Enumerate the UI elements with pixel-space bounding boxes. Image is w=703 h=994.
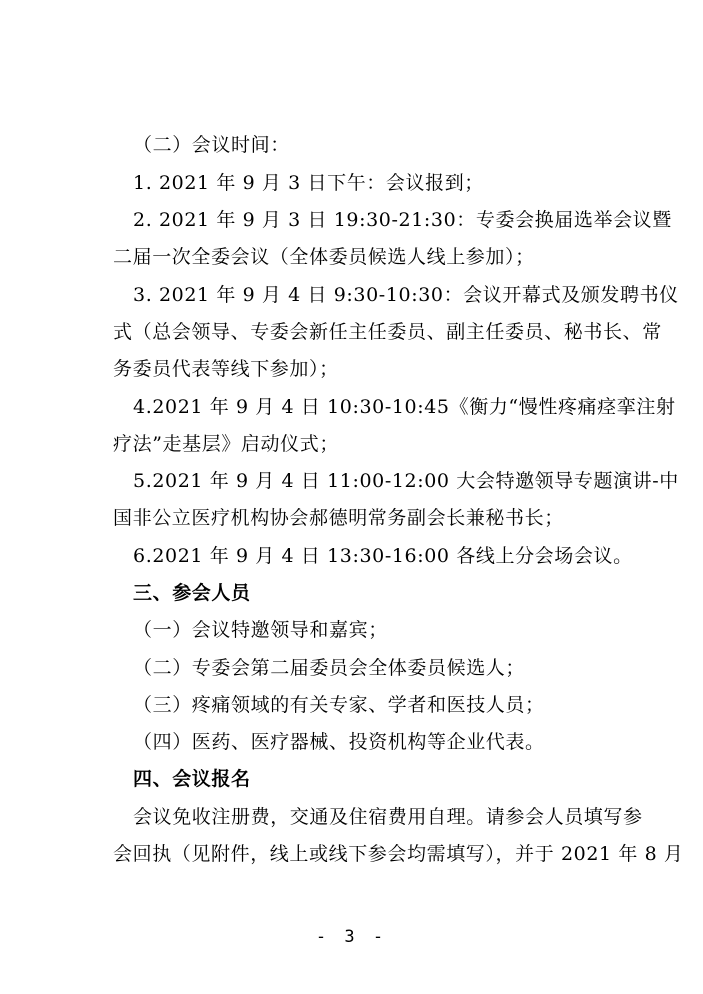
meeting-time-item-4-line-2: 疗法”走基层》启动仪式； — [113, 433, 339, 455]
participants-heading: 三、参会人员 — [133, 582, 251, 604]
meeting-time-item-1: 1. 2021 年 9 月 3 日下午：会议报到； — [133, 172, 484, 194]
registration-paragraph-line-1: 会议免收注册费，交通及住宿费用自理。请参会人员填写参 — [133, 806, 643, 828]
page-number: - 3 - — [315, 927, 388, 947]
participants-item-4: （四）医药、医疗器械、投资机构等企业代表。 — [133, 731, 545, 753]
meeting-time-item-5-line-1: 5.2021 年 9 月 4 日 11:00-12:00 大会特邀领导专题演讲-中 — [133, 470, 679, 492]
registration-paragraph-line-2: 会回执（见附件，线上或线下参会均需填写），并于 2021 年 8 月 — [113, 843, 684, 865]
registration-heading: 四、会议报名 — [133, 768, 251, 790]
meeting-time-item-3-line-2: 式（总会领导、专委会新任主任委员、副主任委员、秘书长、常 — [113, 321, 662, 343]
meeting-time-item-6: 6.2021 年 9 月 4 日 13:30-16:00 各线上分会场会议。 — [133, 545, 633, 567]
meeting-time-item-3-line-3: 务委员代表等线下参加）； — [113, 358, 339, 380]
meeting-time-item-4-line-1: 4.2021 年 9 月 4 日 10:30-10:45《衡力“慢性疼痛痉挛注射 — [133, 396, 676, 418]
participants-item-2: （二）专委会第二届委员会全体委员候选人； — [133, 657, 526, 679]
participants-item-1: （一）会议特邀领导和嘉宾； — [133, 619, 388, 641]
meeting-time-item-3-line-1: 3. 2021 年 9 月 4 日 9:30-10:30：会议开幕式及颁发聘书仪 — [133, 284, 679, 306]
meeting-time-item-5-line-2: 国非公立医疗机构协会郝德明常务副会长兼秘书长； — [113, 507, 564, 529]
participants-item-3: （三）疼痛领域的有关专家、学者和医技人员； — [133, 694, 545, 716]
meeting-time-item-2-line-1: 2. 2021 年 9 月 3 日 19:30-21:30：专委会换届选举会议暨 — [133, 209, 672, 231]
meeting-time-item-2-line-2: 二届一次全委会议（全体委员候选人线上参加）； — [113, 246, 535, 268]
meeting-time-heading: （二）会议时间： — [133, 134, 290, 156]
